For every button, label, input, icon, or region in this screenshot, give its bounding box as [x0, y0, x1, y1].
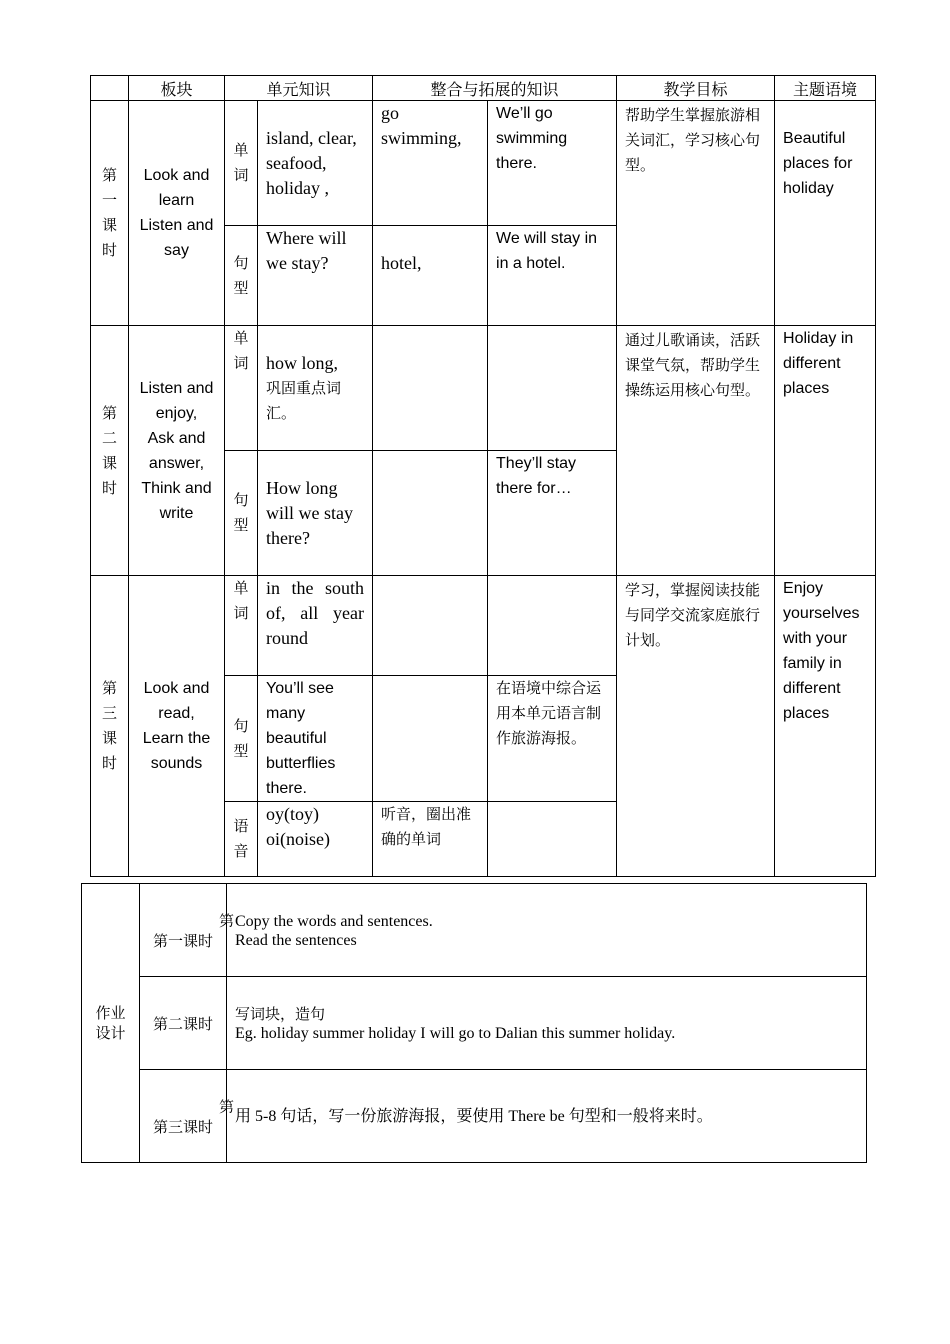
- lesson1-label: 第 一 课 时: [91, 101, 129, 326]
- lesson2-sentence-ext1: [373, 451, 488, 576]
- homework-lesson-2: 第二课时: [140, 977, 227, 1070]
- homework-text-1: 第 Copy the words and sentences. Read the sentences: [227, 884, 867, 977]
- lesson1-board: Look and learn Listen and say: [129, 101, 225, 326]
- lesson1-sentence-ext2: We will stay in in a hotel.: [488, 226, 617, 326]
- lesson2-goal: 通过儿歌诵读，活跃课堂气氛，帮助学生操练运用核心句型。: [617, 326, 775, 576]
- lesson2-sentence: How long will we stay there?: [258, 451, 373, 576]
- lesson2-words-cn: 巩固重点词汇。: [266, 379, 342, 422]
- lesson2-words-ext1: [373, 326, 488, 451]
- lesson3-sentence: You’ll see many beautiful butterflies there.: [258, 676, 373, 802]
- lesson1-words: island, clear, seafood, holiday ,: [258, 101, 373, 226]
- lesson2-words-label: 单 词: [225, 326, 258, 451]
- lesson1-words-row: [91, 101, 876, 226]
- lesson2-words-row: [91, 326, 876, 451]
- lesson1-words-ext1: go swimming,: [373, 101, 488, 226]
- lesson3-words-row: [91, 576, 876, 676]
- lesson2-words-en: how long,: [266, 353, 338, 373]
- homework-row-2: [82, 977, 867, 1070]
- lesson2-sentence-ext2: They’ll stay there for…: [488, 451, 617, 576]
- homework-row-1: [82, 884, 867, 977]
- homework-lesson-3: 第三课时: [140, 1070, 227, 1163]
- header-row: [91, 76, 876, 101]
- lesson1-words-ext2: We’ll go swimming there.: [488, 101, 617, 226]
- header-unit-knowledge: 单元知识: [225, 76, 373, 101]
- corner-cell: [91, 76, 129, 101]
- lesson3-label: 第 三 课 时: [91, 576, 129, 877]
- lesson3-words-ext1: [373, 576, 488, 676]
- lesson1-sentence-ext1: hotel,: [373, 226, 488, 326]
- homework-label: 作业 设计: [82, 884, 140, 1163]
- lesson3-phonics: oy(toy) oi(noise): [258, 802, 373, 877]
- header-board: 板块: [129, 76, 225, 101]
- lesson1-sentence: Where will we stay?: [258, 226, 373, 326]
- lesson2-label: 第 二 课 时: [91, 326, 129, 576]
- homework-lesson-1: 第一课时: [140, 884, 227, 977]
- lesson2-words-ext2: [488, 326, 617, 451]
- header-teaching-goal: 教学目标: [617, 76, 775, 101]
- lesson2-words: [258, 326, 373, 451]
- lesson3-sentence-ext2: 在语境中综合运用本单元语言制作旅游海报。: [488, 676, 617, 802]
- homework-text-3: 第 用 5-8 句话，写一份旅游海报，要使用 There be 句型和一般将来时。: [227, 1070, 867, 1163]
- lesson1-theme: Beautiful places for holiday: [775, 101, 876, 326]
- lesson3-words-label: 单 词: [225, 576, 258, 676]
- lesson3-phonics-label: 语 音: [225, 802, 258, 877]
- lesson3-phonics-ext1: 听音，圈出准确的单词: [373, 802, 488, 877]
- lesson3-phonics-ext2: [488, 802, 617, 877]
- lesson1-sentence-label: 句 型: [225, 226, 258, 326]
- unit-plan-table: [90, 75, 876, 877]
- header-extended-knowledge: 整合与拓展的知识: [373, 76, 617, 101]
- lesson3-theme: Enjoy yourselves with your family in different places: [775, 576, 876, 877]
- homework-table: [81, 883, 867, 1163]
- lesson3-sentence-ext1: [373, 676, 488, 802]
- homework-row-3: [82, 1070, 867, 1163]
- lesson3-goal: 学习，掌握阅读技能与同学交流家庭旅行计划。: [617, 576, 775, 877]
- lesson3-board: Look and read, Learn the sounds: [129, 576, 225, 877]
- lesson3-words: in the south of, all year round: [258, 576, 373, 676]
- homework-stray-3: 第: [219, 1098, 235, 1116]
- header-theme: 主题语境: [775, 76, 876, 101]
- lesson2-sentence-label: 句 型: [225, 451, 258, 576]
- lesson2-board: Listen and enjoy, Ask and answer, Think and write: [129, 326, 225, 576]
- lesson3-words-ext2: [488, 576, 617, 676]
- lesson3-sentence-label: 句 型: [225, 676, 258, 802]
- lesson1-goal: 帮助学生掌握旅游相关词汇，学习核心句型。: [617, 101, 775, 326]
- lesson2-theme: Holiday in different places: [775, 326, 876, 576]
- lesson1-words-label: 单 词: [225, 101, 258, 226]
- homework-text-2: 写词块，造句 Eg. holiday summer holiday I will go to Dalian this summer holiday.: [227, 977, 867, 1070]
- homework-stray-1: 第: [219, 912, 235, 930]
